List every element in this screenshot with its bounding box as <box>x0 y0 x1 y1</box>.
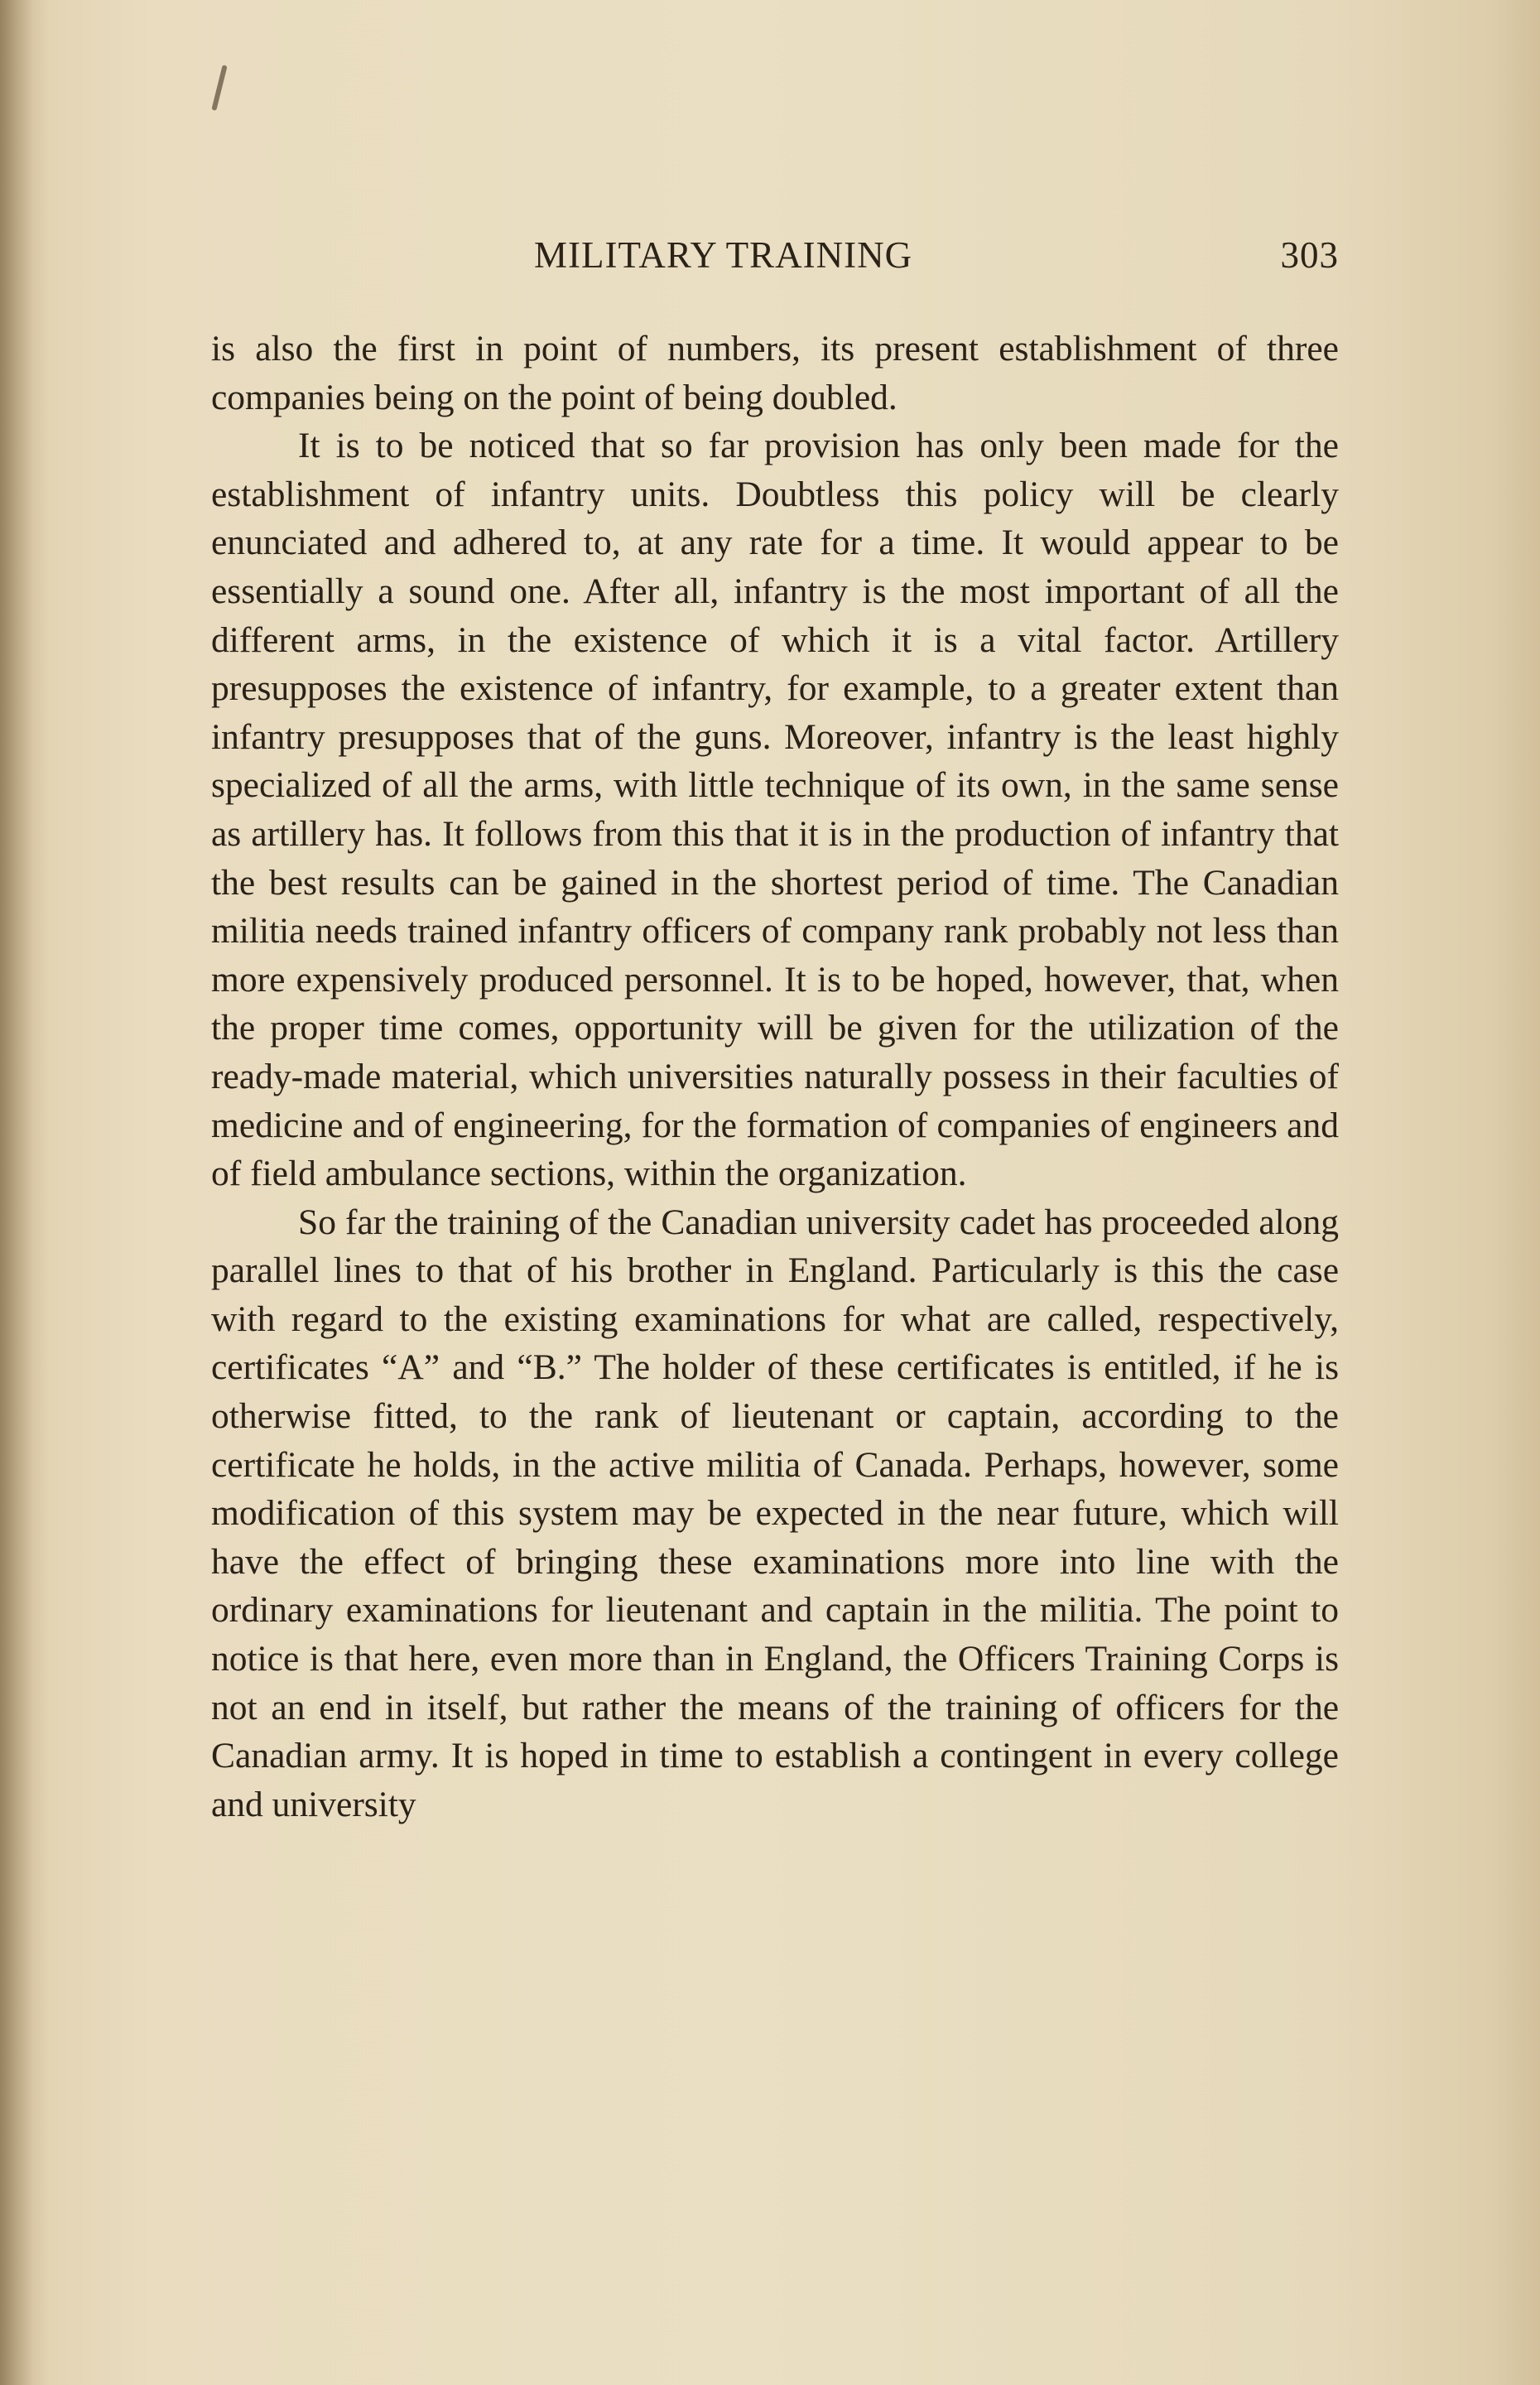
paragraph-cadet-training: So far the training of the Canadian university cadet has proceeded along parallel lines to that of his brother in England. Particularly is this the case with regard to the existing examinations for what are called, respectively, certificates “A” and “B.” The holder of these certificates is entitled, if he is otherwise fitted, to the rank of lieutenant or captain, according to the certificate he holds, in the active militia of Canada. Perhaps, however, some modification of this system may be expected in the near future, which will have the effect of bringing these examinations more into line with the ordinary examinations for lieutenant and captain in the militia. The point to notice is that here, even more than in England, the Officers Training Corps is not an end in itself, but rather the means of the training of officers for the Canadian army. It is hoped in time to establish a contingent in every college and university <box>211 1202 1339 1824</box>
paragraph-infantry-units: It is to be noticed that so far provision has only been made for the establishment of infantry units. Doubtless this policy will be clearly enunciated and adhered to, at any rate for a time. It would appear to be essentially a sound one. After all, infantry is the most important of all the different arms, in the existence of which it is a vital factor. Artillery presupposes the existence of infantry, for example, to a greater extent than infantry presupposes that of the guns. Moreover, infantry is the least highly specialized of all the arms, with little technique of its own, in the same sense as artillery has. It follows from this that it is in the production of infantry that the best results can be gained in the shortest period of time. The Canadian militia needs trained infantry officers of company rank probably not less than more expensively produced personnel. It is to be hoped, however, that, when the proper time comes, opportunity will be given for the utilization of the ready-made material, which universities naturally possess in their faculties of medicine and of engineering, for the formation of companies of engineers and of field ambulance sections, within the organization. <box>211 426 1339 1194</box>
spine-shadow <box>0 0 33 2385</box>
page-number: 303 <box>1280 234 1339 276</box>
pencil-mark <box>211 65 227 111</box>
running-title: MILITARY TRAINING <box>534 234 913 276</box>
paragraph-continued: is also the first in point of numbers, its present establishment of three companies being on the point of being doubled. <box>211 329 1339 417</box>
running-head <box>211 234 1339 283</box>
body-text <box>211 325 1339 1828</box>
